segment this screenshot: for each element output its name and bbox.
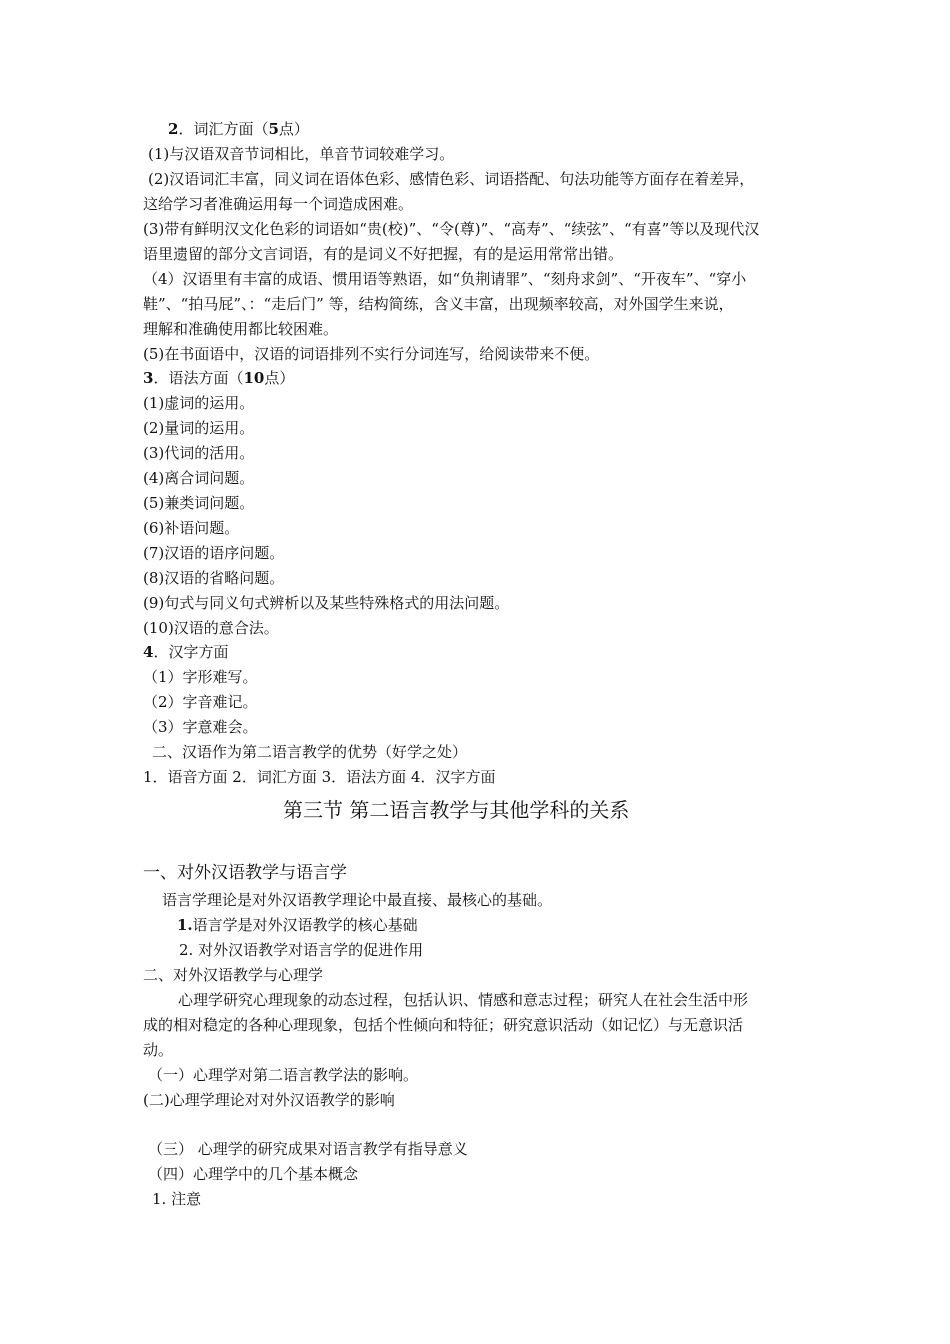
grammar-item: (6)补语问题。 [143,519,240,537]
vocabulary-item: (3)带有鲜明汉文化色彩的词语如“贵(校)”、“令(尊)”、“高寿”、“续弦”、“有喜”等以及现代汉 [143,220,760,238]
psychology-subheading: （四）心理学中的几个基本概念 [148,1165,359,1183]
psychology-paragraph-continued: 动。 [143,1041,174,1059]
grammar-heading [143,368,294,388]
psychology-subheading: (二)心理学理论对对外汉语教学的影响 [143,1091,395,1109]
psychology-concept: 1. 注意 [152,1190,202,1208]
grammar-heading-text: ．语法方面（ [153,369,244,387]
grammar-item: (10)汉语的意合法。 [143,619,279,637]
vocabulary-heading-number: 2 [168,120,179,138]
advantages-heading: 二、汉语作为第二语言教学的优势（好学之处） [152,743,468,761]
linguistics-point: 2. 对外汉语教学对语言学的促进作用 [179,941,424,959]
grammar-item: (2)量词的运用。 [143,419,255,437]
vocabulary-item-continued: 语里遗留的部分文言词语，有的是词义不好把握，有的是运用常常出错。 [143,245,624,263]
vocabulary-heading [168,119,309,139]
characters-item: （3）字意难会。 [143,718,258,736]
grammar-heading-count: 10 [243,369,265,387]
characters-heading [143,642,228,662]
psychology-subheading: （三） 心理学的研究成果对语言教学有指导意义 [148,1140,468,1158]
characters-heading-text: ．汉字方面 [153,643,229,661]
grammar-heading-number: 3 [143,369,154,387]
vocabulary-item: (2)汉语词汇丰富，同义词在语体色彩、感情色彩、词语搭配、句法功能等方面存在着差异， [148,170,755,188]
characters-heading-number: 4 [143,643,154,661]
vocabulary-heading-text: ．词汇方面（ [178,120,269,138]
grammar-item: (8)汉语的省略问题。 [143,569,285,587]
linguistics-intro-start: 语言学理论是对外汉语教学理论中 [162,891,388,909]
vocabulary-item: (1)与汉语双音节词相比，单音节词较难学习。 [148,145,455,163]
characters-item: （2）字音难记。 [143,693,258,711]
psychology-paragraph: 心理学研究心理现象的动态过程，包括认识、情感和意志过程；研究人在社会生活中形 [178,991,749,1009]
linguistics-heading: 一、对外汉语教学与语言学 [143,863,347,883]
psychology-subheading: （一）心理学对第二语言教学法的影响。 [148,1066,419,1084]
vocabulary-item-continued: 理解和准确使用都比较困难。 [143,320,339,338]
grammar-item: (5)兼类词问题。 [143,494,255,512]
linguistics-intro-end: 的基础。 [492,891,553,909]
grammar-heading-end: 点） [264,369,295,387]
grammar-item: (7)汉语的语序问题。 [143,544,285,562]
vocabulary-heading-end: 点） [278,120,309,138]
characters-item: （1）字形难写。 [143,668,258,686]
advantages-list: 1．语音方面 2．词汇方面 3．语法方面 4．汉字方面 [143,768,496,786]
linguistics-point-number: 1. [177,916,193,934]
grammar-item: (9)句式与同义句式辨析以及某些特殊格式的用法问题。 [143,594,510,612]
grammar-item: (4)离合词问题。 [143,469,255,487]
psychology-paragraph-continued: 成的相对稳定的各种心理现象，包括个性倾向和特征；研究意识活动（如记忆）与无意识活 [143,1016,744,1034]
linguistics-point [177,915,418,935]
vocabulary-item-continued: 这给学习者准确运用每一个词造成困难。 [143,195,414,213]
vocabulary-item: （4）汉语里有丰富的成语、惯用语等熟语，如“负荆请罪”、“刻舟求剑”、“开夜车”、“穿小 [143,270,747,288]
vocabulary-item: (5)在书面语中，汉语的词语排列不实行分词连写，给阅读带来不便。 [143,345,600,363]
linguistics-point-text: 语言学是对外汉语教学的核心基础 [192,916,418,934]
grammar-item: (1)虚词的运用。 [143,394,255,412]
vocabulary-item-continued: 鞋”、“拍马屁”、：“走后门” 等，结构简练，含义丰富，出现频率较高，对外国学生来说， [143,295,734,313]
grammar-item: (3)代词的活用。 [143,444,255,462]
linguistics-intro-emphasis: 最直接、最核心 [387,891,493,909]
linguistics-intro [162,890,552,910]
psychology-heading: 二、对外汉语教学与心理学 [143,966,324,984]
vocabulary-heading-count: 5 [268,120,279,138]
section-title: 第三节 第二语言教学与其他学科的关系 [283,798,630,822]
